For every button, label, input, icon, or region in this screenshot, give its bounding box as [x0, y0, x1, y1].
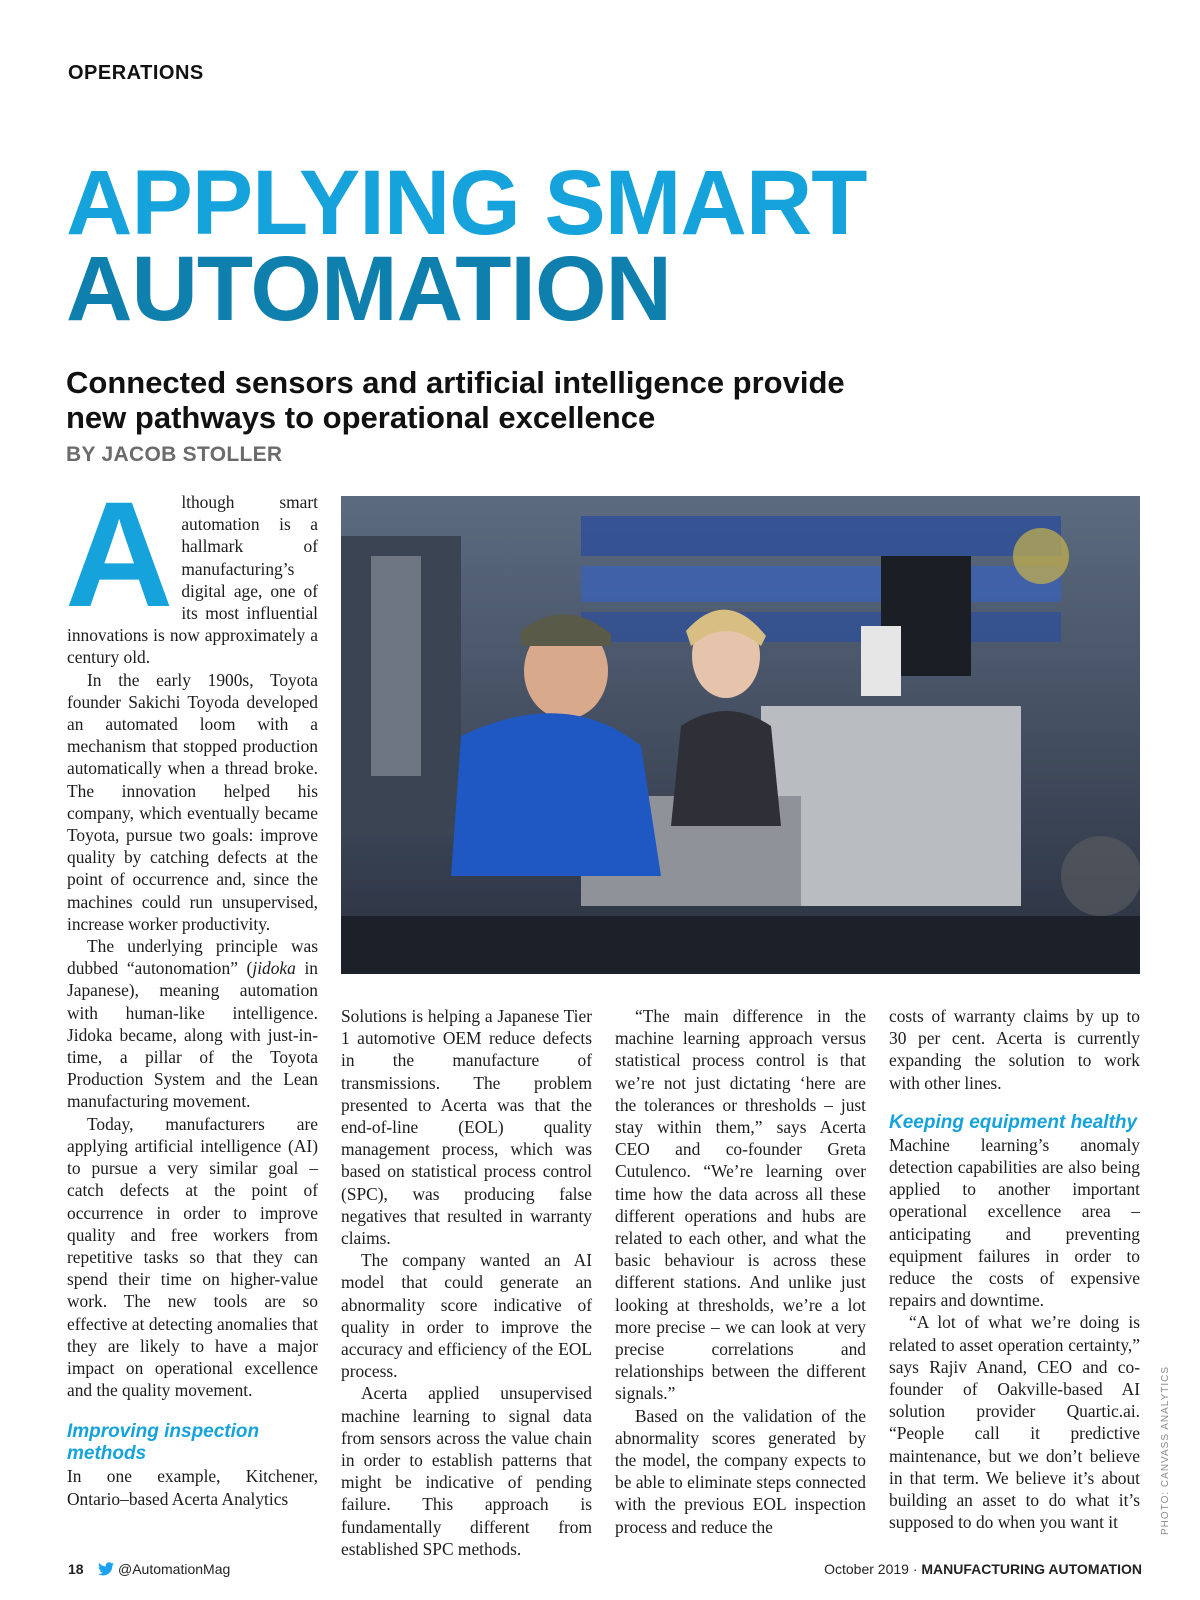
- magazine-name: MANUFACTURING AUTOMATION: [921, 1561, 1142, 1577]
- paragraph: In one example, Kitchener, Ontario–based Acerta Analytics: [67, 1466, 318, 1509]
- subhead-improving-inspection: Improving inspection methods: [67, 1421, 260, 1465]
- article-column-1: [65, 470, 318, 1510]
- paragraph: Today, manufacturers are applying artificial intelligence (AI) to pursue a very similar goal – catch defects at the point of occurrence in order to improve quality and free workers from repetitive tasks so that they can spend their time on higher-value work. The new tools are so effective at detecting anomalies that they are likely to have a major impact on operational excellence and the quality movement.: [67, 1113, 318, 1401]
- paragraph: The company wanted an AI model that could generate an abnormality score indicative of quality in order to improve the accuracy and efficiency of the EOL process.: [341, 1250, 592, 1382]
- article-column-4: [889, 1005, 1140, 1533]
- twitter-handle-text: @AutomationMag: [118, 1561, 231, 1577]
- paragraph: costs of warranty claims by up to 30 per cent. Acerta is currently expanding the solution to work with other lines.: [889, 1006, 1140, 1093]
- twitter-handle[interactable]: [98, 1561, 230, 1577]
- twitter-bird-icon: [98, 1562, 114, 1576]
- issue-date: October 2019: [824, 1561, 909, 1577]
- paragraph: In the early 1900s, Toyota founder Sakichi Toyoda developed an automated loom with a mechanism that stopped production automatically when a thread broke. The innovation helped his company, which eventually became Toyota, pursue two goals: improve quality by catching defects at the point of occurrence and, since the machines could run unsupervised, increase worker productivity.: [67, 669, 318, 934]
- photo-credit: PHOTO: CANVASS ANALYTICS: [1160, 1365, 1171, 1535]
- byline: BY JACOB STOLLER: [66, 443, 283, 466]
- paragraph: “A lot of what we’re doing is related to asset operation certainty,” says Rajiv Anand, CEO and co-founder of Oakville-based AI solution provider Quartic.ai. “People call it predictive maintenance, but we don’t believe in that term. We believe it’s about building an asset to do what it’s supposed to do when you want it: [889, 1312, 1140, 1533]
- article-column-3: [615, 1005, 866, 1538]
- paragraph: Based on the validation of the abnormality scores generated by the model, the company expects to be able to eliminate steps connected with the previous EOL inspection process and reduce the: [615, 1405, 866, 1537]
- paragraph: Machine learning’s anomaly detection capabilities are also being applied to another important operational excellence area – anticipating and preventing equipment failures in order to reduce the costs of expensive repairs and downtime.: [889, 1134, 1140, 1311]
- article-photo: [341, 496, 1140, 974]
- paragraph: “The main difference in the machine learning approach versus statistical process control is that we’re not just dictating ‘here are the tolerances or thresholds – just stay within them,” says Acerta CEO and co-founder Greta Cutulenco. “We’re learning over time how the data across all these different operations and hubs are related to each other, and what the basic behaviour is across these different stations. And unlike just looking at thresholds, we’re a lot more precise – we can look at very precise correlations and relationships between the different signals.”: [615, 1006, 866, 1404]
- deck: Connected sensors and artificial intelligence provide new pathways to operational excellence: [66, 365, 845, 435]
- footer-issue: [824, 1561, 1142, 1577]
- paragraph: lthough smart automation is a hallmark of manufacturing’s digital age, one of its most influential innovations is now approximately a century old.: [67, 492, 318, 668]
- paragraph: Acerta applied unsupervised machine learning to signal data from sensors across the value chain in order to establish patterns that might be indicative of pending failure. This approach is fundamentally different from established SPC methods.: [341, 1383, 592, 1559]
- headline-line-1: APPLYING SMART: [66, 152, 867, 254]
- subhead-keeping-equipment: Keeping equipment healthy: [889, 1111, 1138, 1133]
- paragraph: The underlying principle was dubbed “autonomation” (jidoka in Japanese), meaning automation with human-like intelligence. Jidoka became, along with just-in-time, a pillar of the Toyota Production System and the Lean manufacturing movement.: [67, 936, 318, 1112]
- article-column-2: [341, 1005, 592, 1560]
- headline-line-2: AUTOMATION: [66, 238, 671, 340]
- page-number: 18: [68, 1561, 84, 1577]
- headline: [66, 152, 867, 340]
- drop-cap: A: [65, 470, 174, 638]
- footer-separator: ·: [908, 1561, 922, 1577]
- paragraph: Solutions is helping a Japanese Tier 1 automotive OEM reduce defects in the manufacture of transmissions. The problem presented to Acerta was that the end-of-line (EOL) quality management process, which was based on statistical process control (SPC), was producing false negatives that resulted in warranty claims.: [341, 1006, 592, 1249]
- section-label: OPERATIONS: [68, 62, 204, 84]
- italic-term: jidoka: [252, 958, 296, 979]
